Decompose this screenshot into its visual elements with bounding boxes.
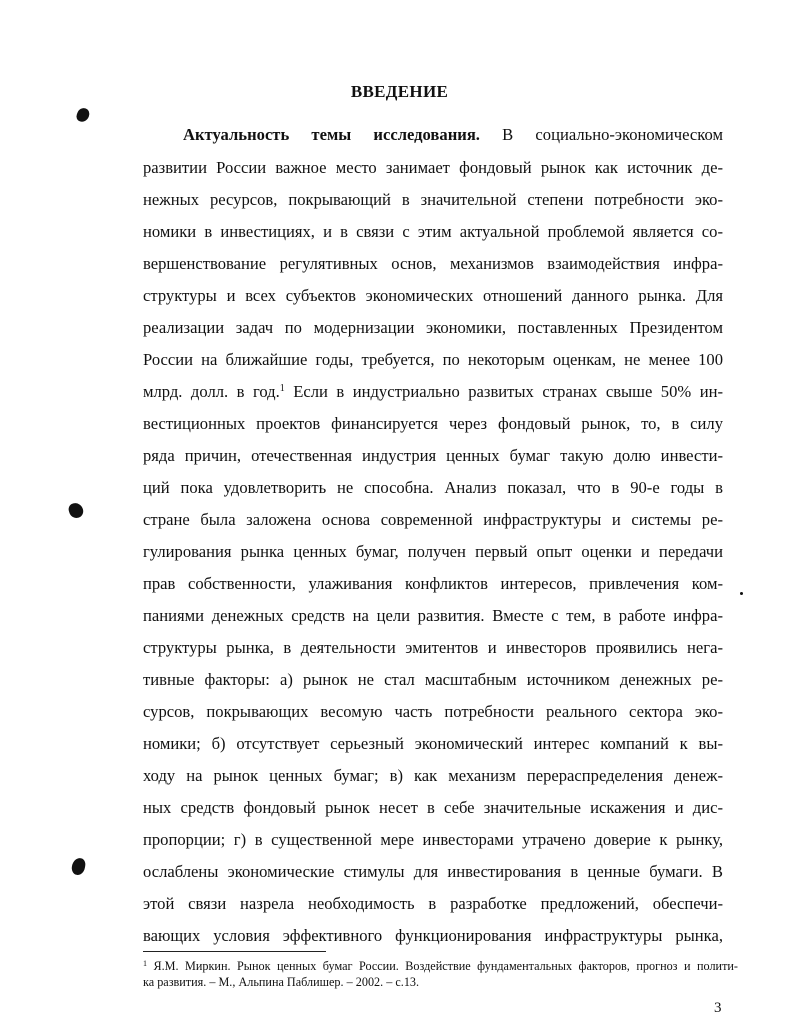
page-number: 3 — [714, 1000, 722, 1016]
text-line: Актуальность темы исследования. В социально-экономическом — [183, 125, 723, 144]
text-line: этой связи назрела необходимость в разработке предложений, обеспечи- — [143, 894, 723, 913]
text-line: пропорции; г) в существенной мере инвесторами утрачено доверие к рынку, — [143, 830, 723, 849]
text-line: ходу на рынок ценных бумаг; в) как механизм перераспределения денеж- — [143, 766, 723, 785]
text-line: развитии России важное место занимает фондовый рынок как источник де- — [143, 158, 723, 177]
text-line: стране была заложена основа современной инфраструктуры и системы ре- — [143, 510, 723, 529]
text-line: номики в инвестициях, и в связи с этим актуальной проблемой является со- — [143, 222, 723, 241]
scan-dot-mark — [740, 592, 743, 595]
text-line: паниями денежных средств на цели развития. Вместе с тем, в работе инфра- — [143, 606, 723, 625]
text-line: сурсов, покрывающих весомую часть потребности реального сектора эко- — [143, 702, 723, 721]
text-line: тивные факторы: а) рынок не стал масштабным источником денежных ре- — [143, 670, 723, 689]
footnote-mark: 1 — [143, 959, 147, 968]
text-line: России на ближайшие годы, требуется, по некоторым оценкам, не менее 100 — [143, 350, 723, 369]
text-line: ций пока удовлетворить не способна. Анализ показал, что в 90-е годы в — [143, 478, 723, 497]
footnote-line: ка развития. – М., Альпина Паблишер. – 2002. – с.13. — [143, 975, 420, 989]
text-line: структуры и всех субъектов экономических отношений данного рынка. Для — [143, 286, 723, 305]
text-line: гулирования рынка ценных бумаг, получен первый опыт оценки и передачи — [143, 542, 723, 561]
text-line: вершенствование регулятивных основ, механизмов взаимодействия инфра- — [143, 254, 723, 273]
text-line: вающих условия эффективного функционирования инфраструктуры рынка, — [143, 926, 723, 945]
text-line: ряда причин, отечественная индустрия ценных бумаг такую долю инвести- — [143, 446, 723, 465]
footnote-divider — [143, 951, 326, 952]
section-heading: ВВЕДЕНИЕ — [350, 82, 449, 101]
text-line: структуры рынка, в деятельности эмитентов и инвесторов проявились нега- — [143, 638, 723, 657]
lead-bold-phrase: Актуальность темы исследования. — [183, 125, 480, 144]
text-line: млрд. долл. в год.$^1$ Если в индустриально развитых странах свыше 50% ин- — [143, 382, 723, 401]
scan-blot-mark — [71, 857, 87, 876]
scan-blot-mark — [67, 501, 84, 519]
text-line: ослаблены экономические стимулы для инвестирования в ценные бумаги. В — [143, 862, 723, 881]
text-line: нежных ресурсов, покрывающий в значительной степени потребности эко- — [143, 190, 723, 209]
text-line: ных средств фондовый рынок несет в себе значительные искажения и дис- — [143, 798, 723, 817]
text-line: вестиционных проектов финансируется через фондовый рынок, то, в силу — [143, 414, 723, 433]
footnote-ref: 1 — [279, 383, 285, 394]
text-line: номики; б) отсутствует серьезный экономический интерес компаний к вы- — [143, 734, 723, 753]
text-line: реализации задач по модернизации экономики, поставленных Президентом — [143, 318, 723, 337]
footnote-line: $^1$ Я.М. Миркин. Рынок ценных бумаг России. Воздействие фундаментальных факторов, прогноз и полити- — [143, 959, 738, 973]
scan-blot-mark — [75, 106, 91, 123]
text-line: прав собственности, улаживания конфликтов интересов, привлечения ком- — [143, 574, 723, 593]
